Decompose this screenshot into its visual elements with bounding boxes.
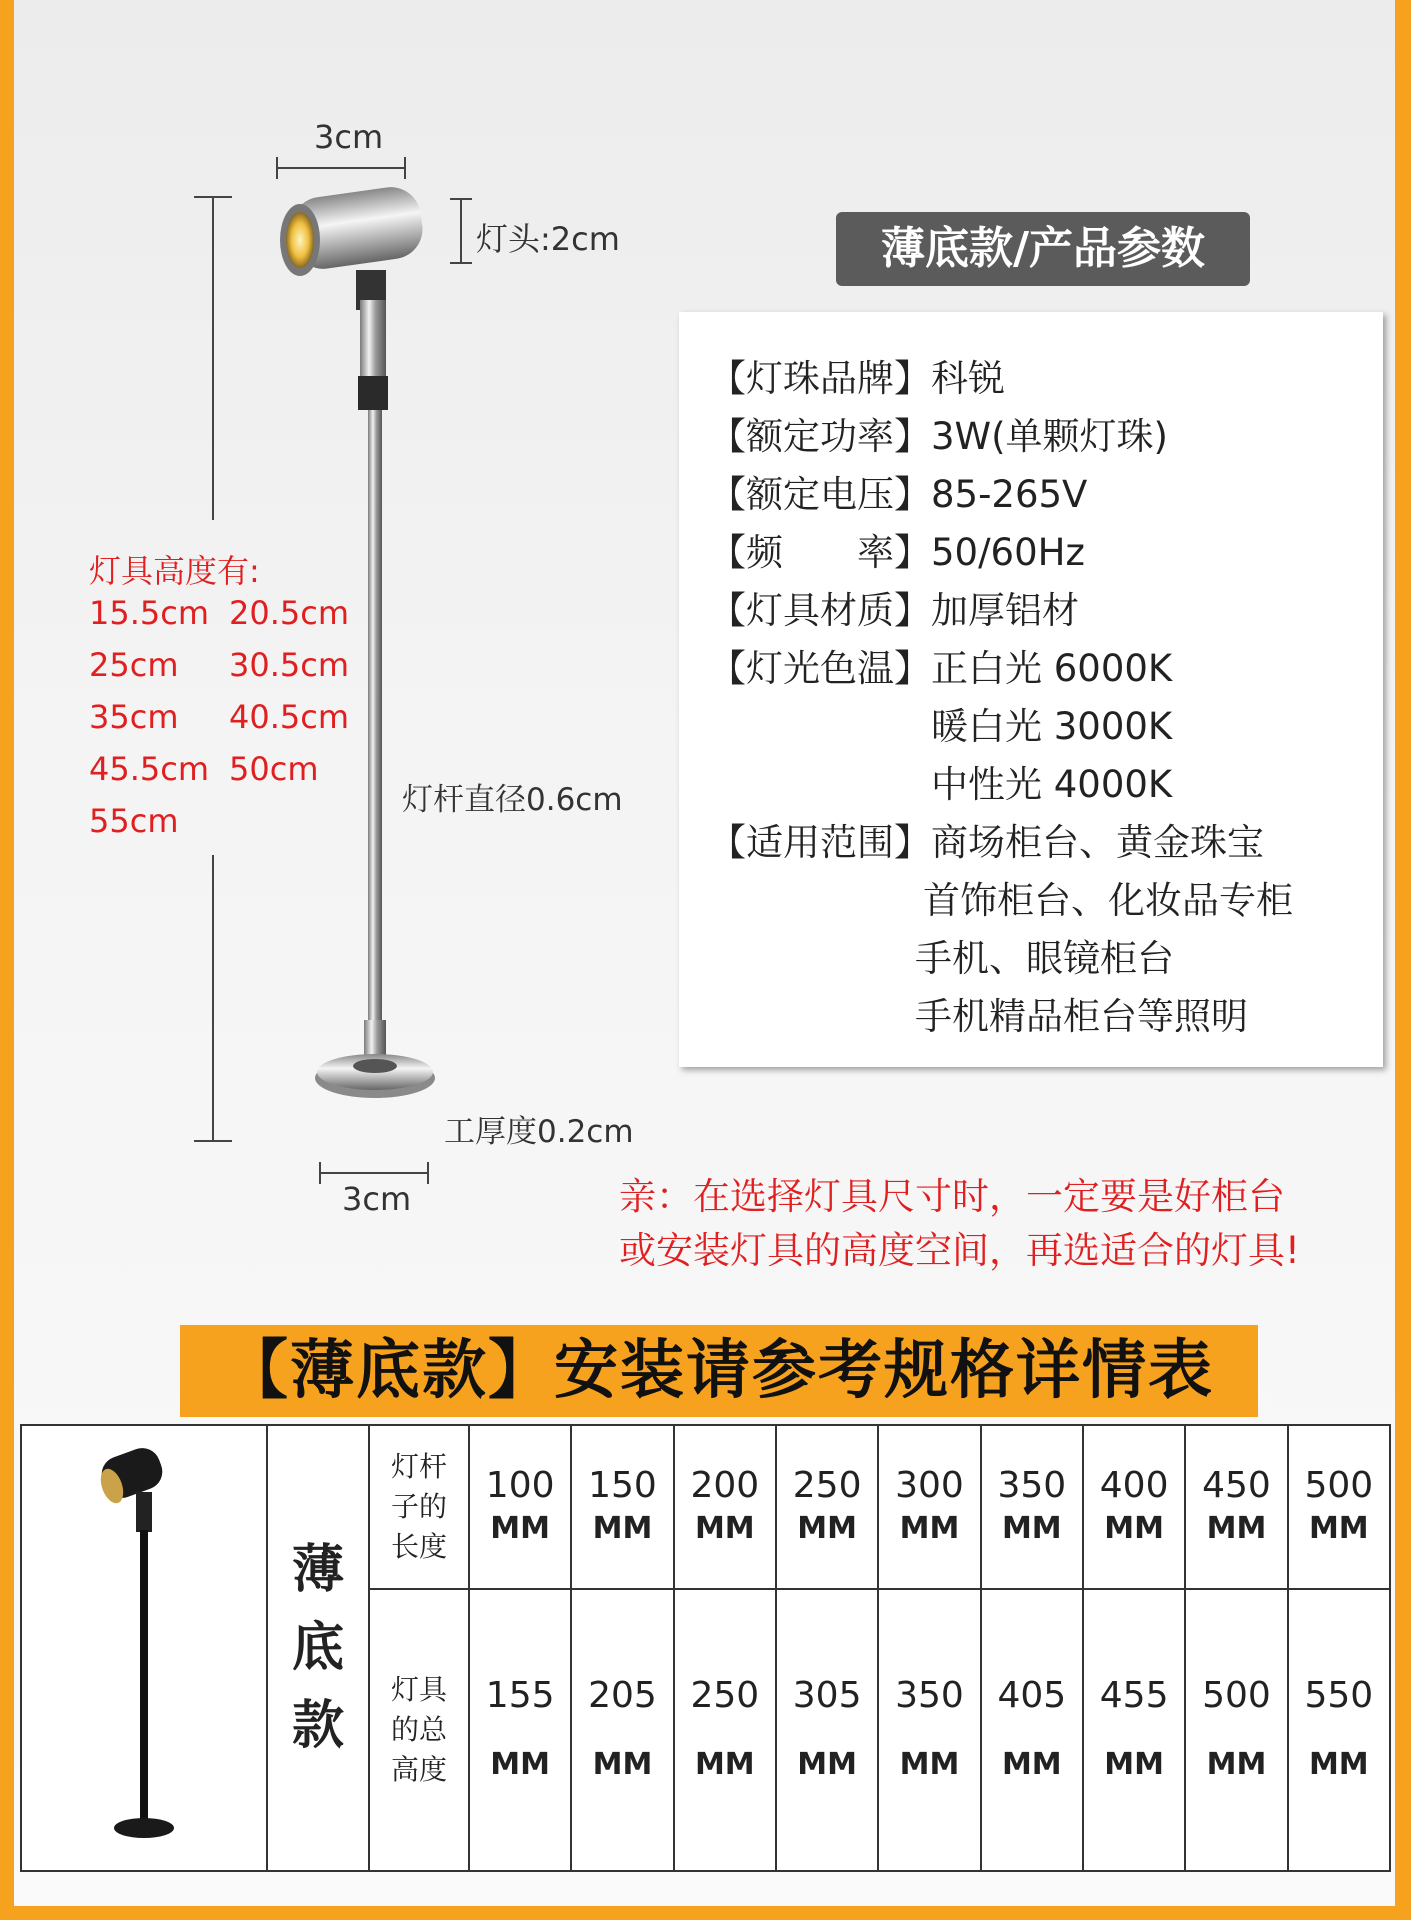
params-header: 薄底款/产品参数: [836, 212, 1250, 286]
head-height-label: 灯头:2cm: [476, 220, 620, 258]
cell-unit: MM: [899, 1747, 960, 1782]
rod-length-cell: [1083, 1425, 1185, 1589]
base-width-tick-right: [427, 1162, 429, 1184]
rod-length-cell: [571, 1425, 673, 1589]
spec-key: 【额定功率】: [709, 415, 931, 458]
cell-value: 455: [1099, 1675, 1169, 1716]
row-label-line: 子的: [390, 1490, 447, 1523]
height-value: 45.5cm: [89, 750, 210, 788]
cell-value: 350: [895, 1675, 964, 1716]
cell-unit: MM: [1206, 1747, 1267, 1782]
spec-table: [20, 1424, 1391, 1872]
lamp-thumbnail-icon: [84, 1436, 204, 1856]
warning-line: 亲：在选择灯具尺寸时，一定要是好柜台: [619, 1175, 1285, 1218]
scope-line: 手机精品柜台等照明: [915, 995, 1248, 1038]
cell-unit: MM: [694, 1747, 755, 1782]
spec-row: [709, 522, 1085, 576]
total-height-cell: [1185, 1589, 1287, 1871]
model-char: 款: [291, 1696, 344, 1756]
spec-value: 科锐: [931, 357, 1005, 400]
spec-key: 【频 率】: [709, 531, 931, 574]
heights-title: 灯具高度有:: [89, 552, 260, 590]
height-value: 50cm: [229, 750, 319, 788]
cell-unit: MM: [592, 1511, 653, 1546]
cell-value: 350: [997, 1465, 1067, 1506]
total-height-line-upper: [212, 196, 214, 520]
total-height-cell: [776, 1589, 878, 1871]
cell-unit: MM: [1001, 1747, 1062, 1782]
cell-unit: MM: [490, 1511, 551, 1546]
cell-unit: MM: [490, 1747, 551, 1782]
spec-value: 3W(单颗灯珠): [931, 415, 1168, 458]
height-value: 25cm: [89, 646, 179, 684]
rod-length-cell: [1288, 1425, 1390, 1589]
spec-row: [709, 580, 1079, 634]
cell-value: 250: [792, 1465, 862, 1506]
head-width-line: [276, 167, 406, 169]
cell-value: 200: [690, 1465, 760, 1506]
base-thickness-label: 工厚度0.2cm: [444, 1114, 634, 1150]
cell-value: 300: [895, 1465, 964, 1506]
selection-warning: [619, 1170, 1300, 1278]
product-thumbnail-cell: [21, 1425, 267, 1871]
scope-line: 首饰柜台、化妆品专柜: [923, 879, 1293, 922]
warning-line: 或安装灯具的高度空间，再选适合的灯具!: [619, 1229, 1300, 1272]
rod-length-cell: [1185, 1425, 1287, 1589]
cell-value: 405: [997, 1675, 1067, 1716]
base-width-tick-left: [319, 1162, 321, 1184]
cell-value: 150: [588, 1465, 657, 1506]
row-label-line: 的总: [390, 1713, 447, 1746]
cell-unit: MM: [797, 1747, 857, 1782]
cell-value: 400: [1099, 1465, 1169, 1506]
total-height-line-lower: [212, 855, 214, 1140]
rod-length-cell: [981, 1425, 1083, 1589]
row-label-line: 长度: [390, 1530, 447, 1563]
cell-value: 155: [485, 1675, 555, 1716]
cell-value: 100: [485, 1465, 555, 1506]
row-label-line: 灯具: [390, 1673, 447, 1706]
cell-value: 500: [1202, 1675, 1271, 1716]
head-width-label: 3cm: [314, 118, 384, 156]
height-value: 35cm: [89, 698, 179, 736]
cell-unit: MM: [899, 1511, 960, 1546]
row-label-total-height: [369, 1589, 469, 1871]
spec-row: [709, 406, 1168, 460]
spec-table-banner: 【薄底款】安装请参考规格详情表: [180, 1325, 1258, 1417]
cell-unit: MM: [694, 1511, 755, 1546]
color-temp-neutral: 中性光 4000K: [931, 763, 1173, 806]
total-height-cell: [1083, 1589, 1185, 1871]
scope-line: 商场柜台、黄金珠宝: [931, 821, 1264, 864]
height-value: 15.5cm: [89, 594, 210, 632]
cell-value: 205: [588, 1675, 657, 1716]
cell-unit: MM: [1104, 1747, 1164, 1782]
spec-key: 【灯光色温】: [709, 647, 931, 690]
rod-length-cell: [878, 1425, 980, 1589]
row-label-line: 灯杆: [390, 1450, 447, 1483]
base-width-label: 3cm: [342, 1180, 412, 1218]
rod-length-cell: [469, 1425, 571, 1589]
product-diagram-area: [14, 0, 1395, 1325]
total-height-cell: [571, 1589, 673, 1871]
spec-row: [709, 464, 1087, 518]
total-height-cell: [981, 1589, 1083, 1871]
total-height-cell: [878, 1589, 980, 1871]
spec-key: 【灯具材质】: [709, 589, 931, 632]
spec-value: 正白光 6000K: [931, 647, 1173, 690]
cell-value: 550: [1304, 1675, 1374, 1716]
height-value: 40.5cm: [229, 698, 350, 736]
table-row: [21, 1425, 1390, 1589]
model-char: 底: [291, 1618, 344, 1678]
total-height-tick-bottom: [194, 1140, 232, 1142]
spec-row-scope: [709, 812, 1264, 866]
head-width-tick-right: [404, 157, 406, 179]
product-sheet: [14, 0, 1395, 1906]
head-width-tick-left: [276, 157, 278, 179]
spec-value: 85-265V: [931, 473, 1088, 516]
cell-value: 305: [792, 1675, 862, 1716]
cell-unit: MM: [1308, 1511, 1369, 1546]
heights-list: [89, 596, 349, 838]
scope-line: 手机、眼镜柜台: [915, 937, 1174, 980]
row-label-rod-length: [369, 1425, 469, 1589]
spec-value: 50/60Hz: [931, 531, 1085, 574]
model-name-cell: [267, 1425, 369, 1871]
total-height-cell: [469, 1589, 571, 1871]
spec-row: [709, 638, 1172, 692]
height-value: 20.5cm: [229, 594, 350, 632]
cell-value: 250: [690, 1675, 760, 1716]
model-char: 薄: [291, 1540, 344, 1600]
rod-length-cell: [776, 1425, 878, 1589]
spec-row: [709, 348, 1005, 402]
spec-value: 加厚铝材: [931, 589, 1079, 632]
params-card: [679, 312, 1383, 1067]
cell-value: 450: [1202, 1465, 1271, 1506]
cell-unit: MM: [592, 1747, 653, 1782]
spec-key: 【额定电压】: [709, 473, 931, 516]
height-value: 30.5cm: [229, 646, 350, 684]
row-label-line: 高度: [390, 1753, 447, 1786]
cell-unit: MM: [1308, 1747, 1369, 1782]
spec-key: 【灯珠品牌】: [709, 357, 931, 400]
total-height-cell: [1288, 1589, 1390, 1871]
cell-unit: MM: [1001, 1511, 1062, 1546]
cell-unit: MM: [1206, 1511, 1267, 1546]
spec-key: 【适用范围】: [709, 821, 931, 864]
color-temp-warm: 暖白光 3000K: [931, 705, 1173, 748]
cell-unit: MM: [797, 1511, 857, 1546]
height-value: 55cm: [89, 802, 179, 840]
rod-length-cell: [674, 1425, 776, 1589]
total-height-cell: [674, 1589, 776, 1871]
cell-unit: MM: [1104, 1511, 1164, 1546]
base-width-line: [319, 1172, 429, 1174]
pole-diameter-label: 灯杆直径0.6cm: [402, 782, 623, 818]
cell-value: 500: [1304, 1465, 1374, 1506]
